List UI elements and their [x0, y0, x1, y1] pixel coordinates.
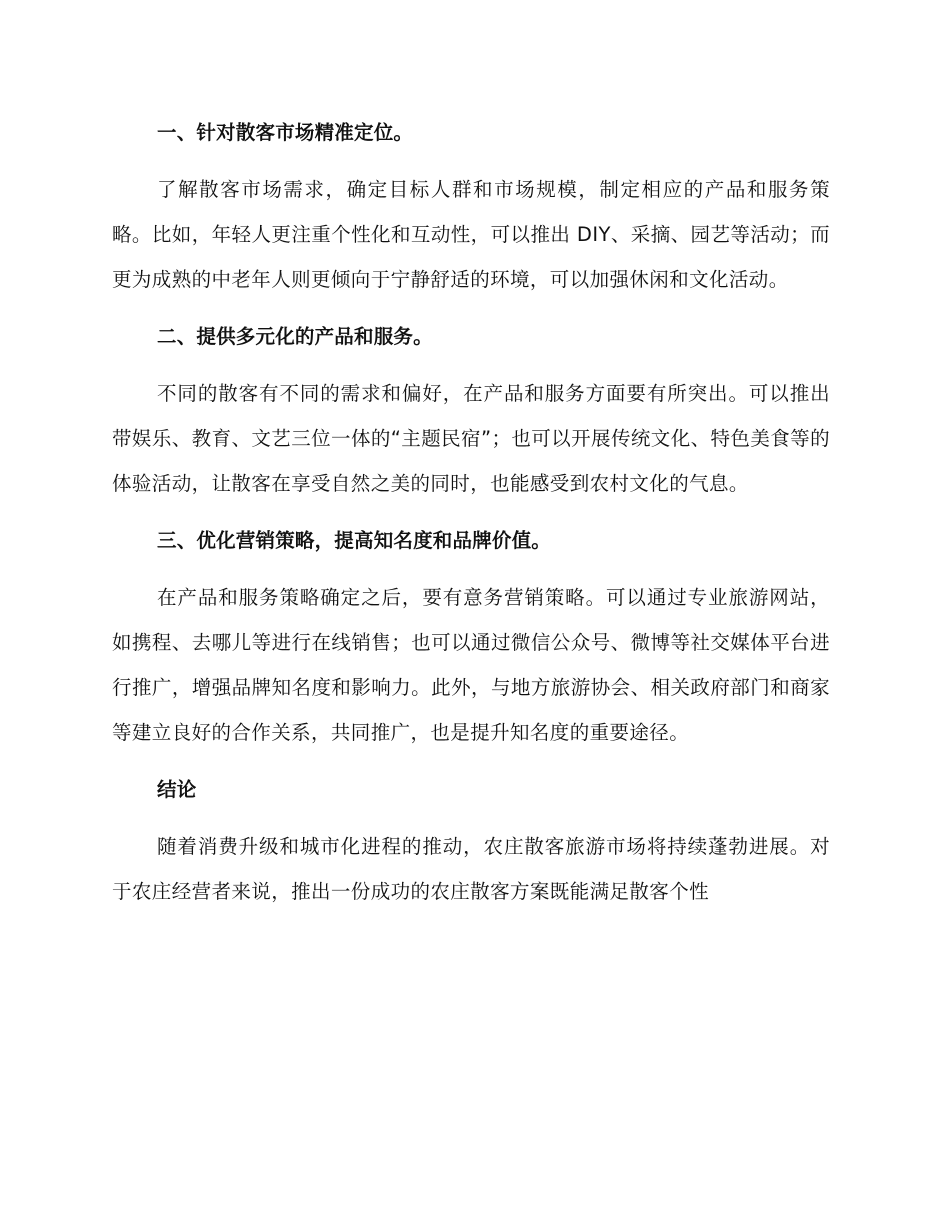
section-paragraph-1: 了解散客市场需求，确定目标人群和市场规模，制定相应的产品和服务策略。比如，年轻人更注重个性化和互动性，可以推出 DIY、采摘、园艺等活动；而更为成熟的中老年人则更倾向于宁静舒适的环境，可以加强休闲和文化活动。 — [112, 178, 830, 291]
document-body — [112, 110, 830, 914]
section-paragraph-2: 不同的散客有不同的需求和偏好，在产品和服务方面要有所突出。可以推出带娱乐、教育、文艺三位一体的“主题民宿”；也可以开展传统文化、特色美食等的体验活动，让散客在享受自然之美的同时，也能感受到农村文化的气息。 — [112, 382, 830, 495]
conclusion-heading: 结论 — [157, 778, 197, 801]
section-heading-3: 三、优化营销策略，提高知名度和品牌价值。 — [157, 529, 552, 552]
section-paragraph-3: 在产品和服务策略确定之后，要有意务营销策略。可以通过专业旅游网站，如携程、去哪儿等进行在线销售；也可以通过微信公众号、微博等社交媒体平台进行推广，增强品牌知名度和影响力。此外，与地方旅游协会、相关政府部门和商家等建立良好的合作关系，共同推广，也是提升知名度的重要途径。 — [112, 586, 830, 744]
section-heading-1: 一、针对散客市场精准定位。 — [157, 121, 414, 144]
conclusion-paragraph: 随着消费升级和城市化进程的推动，农庄散客旅游市场将持续蓬勃进展。对于农庄经营者来说，推出一份成功的农庄散客方案既能满足散客个性 — [112, 835, 830, 903]
section-heading-2: 二、提供多元化的产品和服务。 — [157, 325, 433, 348]
